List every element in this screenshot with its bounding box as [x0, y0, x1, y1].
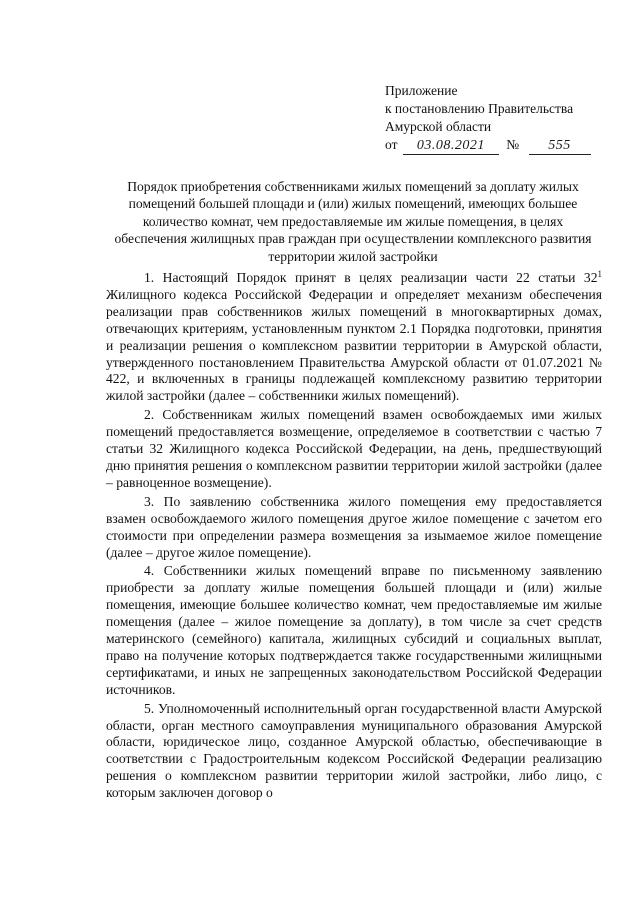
document-body	[106, 270, 602, 804]
paragraph-5: 5. Уполномоченный исполнительный орган государственной власти Амурской области, орган местного самоуправления муниципального образования Амурской области, юридическое лицо, созданное Амурской областью, обеспечивающие в соответствии с Градостроительным кодексом Российской Федерации реализацию решения о комплексном развитии территории жилой застройки, либо лицо, с которым заключен договор о	[106, 700, 602, 801]
annex-date-number-line	[385, 136, 625, 155]
paragraph-1-part-b: Жилищного кодекса Российской Федерации и определяет механизм обеспечения реализации прав собственников жилых помещений в многоквартирных домах, отвечающих критериям, установленным пунктом 2.1 Порядка подготовки, принятия и реализации решения о комплексном развитии территории в Амурской области, утвержденного постановлением Правительства Амурской области от 01.07.2021 № 422, и включенных в границы подлежащей комплексному развитию территории жилой застройки (далее – собственники жилых помещений).	[106, 286, 602, 404]
article-superscript: 1	[597, 269, 602, 279]
paragraph-4: 4. Собственники жилых помещений вправе по письменному заявлению приобрести за доплату жилые помещения большей площади и (или) жилые помещения, имеющие большее количество комнат, чем предоставляемые им жилые помещения (далее – жилое помещение за доплату), в том числе за счет средств материнского (семейного) капитала, жилищных субсидий и социальных выплат, право на получение которых подтверждается также государственными жилищными сертификатами, и иных не запрещенных законодательством Российской Федерации источников.	[106, 563, 602, 697]
paragraph-2: 2. Собственникам жилых помещений взамен освобождаемых ими жилых помещений предоставляется возмещение, определяемое в соответствии с частью 7 статьи 32 Жилищного кодекса Российской Федерации, на день, предшествующий дню принятия решения о комплексном развитии территории жилой застройки (далее – равноценное возмещение).	[106, 407, 602, 490]
number-prefix: №	[506, 137, 520, 152]
annex-region-line: Амурской области	[385, 119, 492, 134]
annex-decree-line: к постановлению Правительства	[385, 101, 574, 116]
annex-title: Приложение	[385, 83, 458, 98]
paragraph-1	[106, 270, 602, 405]
annex-header	[385, 82, 625, 155]
from-prefix: от	[385, 137, 398, 152]
handwritten-number: 555	[529, 138, 591, 155]
document-title: Порядок приобретения собственниками жилых помещений за доплату жилых помещений большей площади и (или) жилых помещений, имеющих большее количество комнат, чем предоставляемые им жилые помещения, в целях обеспечения жилищных прав граждан при осуществлении комплексного развития территории жилой застройки	[114, 179, 592, 264]
paragraph-1-part-a: 1. Настоящий Порядок принят в целях реализации части 22 статьи 32	[144, 270, 598, 285]
handwritten-date: 03.08.2021	[403, 138, 499, 155]
paragraph-3: 3. По заявлению собственника жилого помещения ему предоставляется взамен освобождаемого жилого помещения другое жилое помещение с зачетом его стоимости при определении размера возмещения за изымаемое жилое помещение (далее – другое жилое помещение).	[106, 493, 602, 560]
